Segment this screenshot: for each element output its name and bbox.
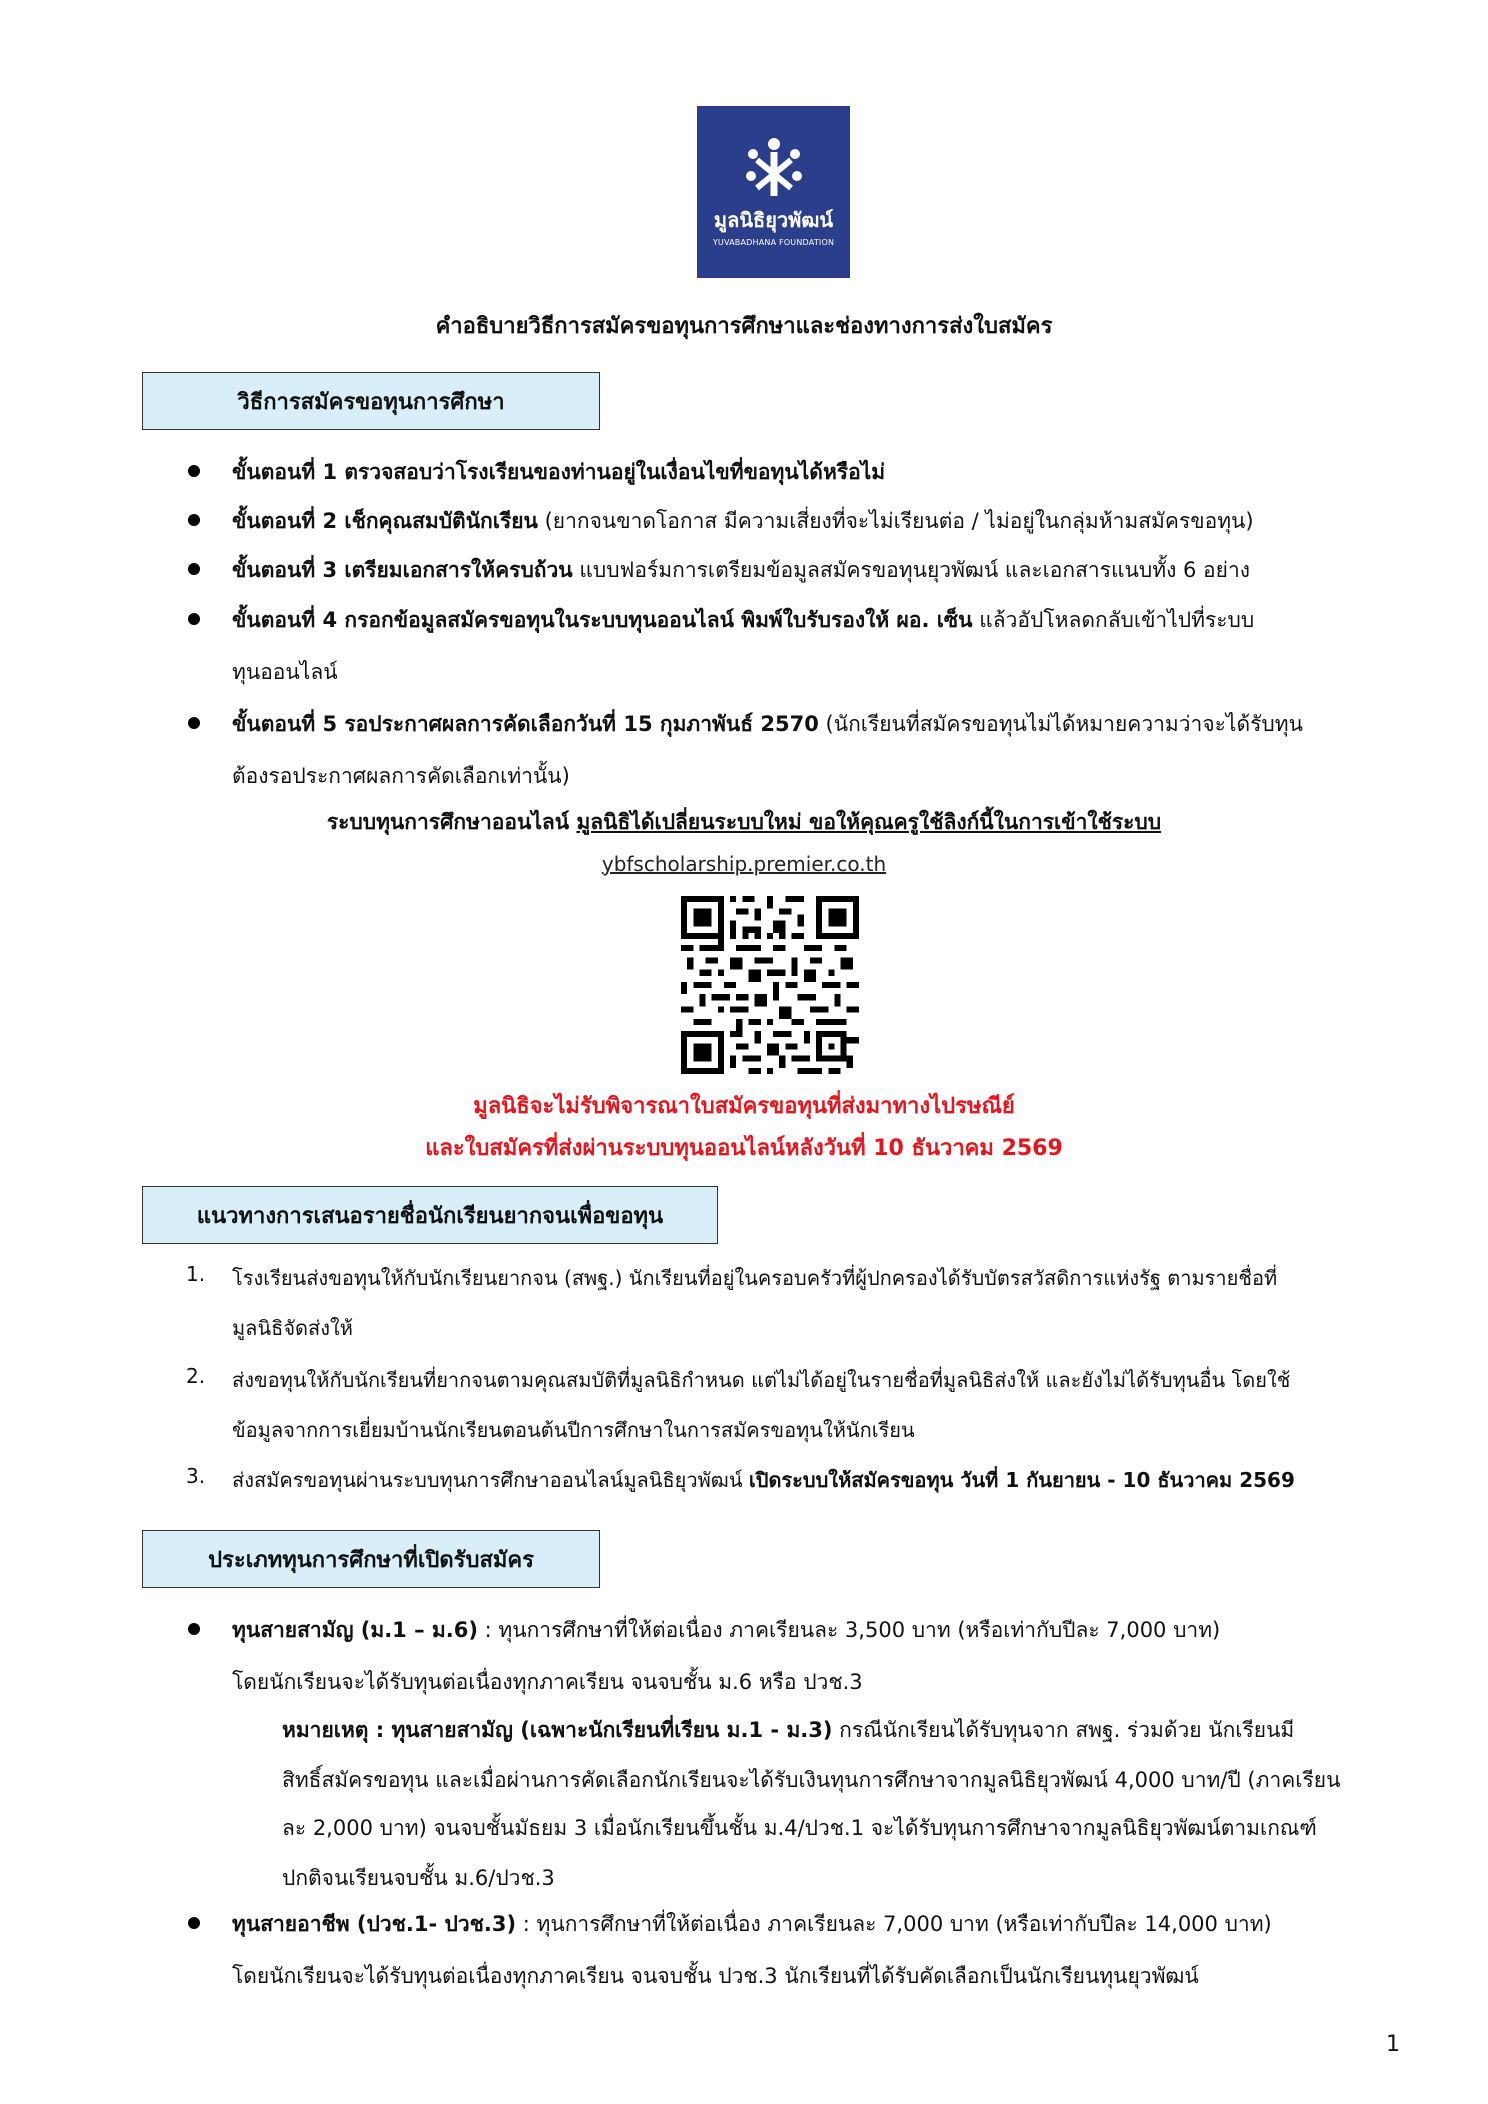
note-text: กรณีนักเรียนได้รับทุนจาก สพฐ. ร่วมด้วย นักเรียนมี xyxy=(832,1718,1295,1742)
step-4-bold: ขั้นตอนที่ 4 กรอกข้อมูลสมัครขอทุนในระบบทุนออนไลน์ พิมพ์ใบรับรองให้ ผอ. เซ็น xyxy=(232,608,973,632)
note-line-4: ปกติจนเรียนจบชั้น ม.6/ปวช.3 xyxy=(282,1866,555,1890)
nomination-2-continuation: ข้อมูลจากการเยี่ยมบ้านนักเรียนตอนต้นปีการศึกษาในการสมัครขอทุนให้นักเรียน xyxy=(232,1418,915,1442)
online-system-label: ระบบทุนการศึกษาออนไลน์ xyxy=(326,810,577,834)
warning-line-2: และใบสมัครที่ส่งผ่านระบบทุนออนไลน์หลังวันที่ 10 ธันวาคม 2569 xyxy=(425,1136,1063,1161)
note-line-2: สิทธิ์สมัครขอทุน และเมื่อผ่านการคัดเลือกนักเรียนจะได้รับเงินทุนการศึกษาจากมูลนิธิยุวพัฒน์ 4,000 บาท/ปี (ภาคเรียน xyxy=(282,1768,1341,1792)
note-title: หมายเหตุ : ทุนสายสามัญ (เฉพาะนักเรียนที่เรียน ม.1 - ม.3) xyxy=(282,1718,833,1742)
logo-name-en: YUVABADHANA FOUNDATION xyxy=(712,238,835,247)
item-number: 1. xyxy=(186,1262,206,1286)
step-5-continuation: ต้องรอประกาศผลการคัดเลือกเท่านั้น) xyxy=(232,764,570,788)
step-3-rest: แบบฟอร์มการเตรียมข้อมูลสมัครขอทุนยุวพัฒน์ และเอกสารแนบทั้ง 6 อย่าง xyxy=(572,558,1250,582)
bullet-icon xyxy=(188,563,200,575)
item-number: 3. xyxy=(186,1464,206,1488)
step-5-rest: (นักเรียนที่สมัครขอทุนไม่ได้หมายความว่าจะได้รับทุน xyxy=(818,712,1303,736)
item-text: โรงเรียนส่งขอทุนให้กับนักเรียนยากจน (สพฐ.) นักเรียนที่อยู่ในครอบครัวที่ผู้ปกครองได้รับบัตรสวัสดิการแห่งรัฐ ตามรายชื่อที่ xyxy=(232,1266,1278,1290)
bullet-icon xyxy=(188,1623,200,1635)
vocational-scholarship-desc: : ทุนการศึกษาที่ให้ต่อเนื่อง ภาคเรียนละ 7,000 บาท (หรือเท่ากับปีละ 14,000 บาท) xyxy=(516,1912,1272,1936)
note-line-1 xyxy=(282,1714,1294,1747)
page-title: คำอธิบายวิธีการสมัครขอทุนการศึกษาและช่องทางการส่งใบสมัคร xyxy=(435,314,1053,339)
step-1-bold: ขั้นตอนที่ 1 ตรวจสอบว่าโรงเรียนของท่านอยู่ในเงื่อนไขที่ขอทุนได้หรือไม่ xyxy=(232,460,886,484)
qr-code-icon[interactable] xyxy=(681,896,859,1074)
item-text: ส่งสมัครขอทุนผ่านระบบทุนการศึกษาออนไลน์มูลนิธิยุวพัฒน์ xyxy=(232,1468,749,1492)
online-system-notice: มูลนิธิได้เปลี่ยนระบบใหม่ ขอให้คุณครูใช้ลิงก์นี้ในการเข้าใช้ระบบ xyxy=(576,810,1162,834)
section-heading-nomination: แนวทางการเสนอรายชื่อนักเรียนยากจนเพื่อขอทุน xyxy=(142,1186,718,1244)
logo-name-th: มูลนิธิยุวพัฒน์ xyxy=(713,208,834,232)
step-2-rest: (ยากจนขาดโอกาส มีความเสี่ยงที่จะไม่เรียนต่อ / ไม่อยู่ในกลุ่มห้ามสมัครขอทุน) xyxy=(537,509,1254,533)
scholarship-url-link[interactable]: ybfscholarship.premier.co.th xyxy=(601,852,887,876)
item-text: ส่งขอทุนให้กับนักเรียนที่ยากจนตามคุณสมบัติที่มูลนิธิกำหนด แต่ไม่ได้อยู่ในรายชื่อที่มูลนิธิส่งให้ และยังไม่ได้รับทุนอื่น โดยใช้ xyxy=(232,1368,1291,1392)
step-2-bold: ขั้นตอนที่ 2 เช็กคุณสมบัตินักเรียน xyxy=(232,509,538,533)
general-scholarship-continuation: โดยนักเรียนจะได้รับทุนต่อเนื่องทุกภาคเรียน จนจบชั้น ม.6 หรือ ปวช.3 xyxy=(232,1670,863,1694)
online-system-line xyxy=(0,806,1488,839)
step-4-continuation: ทุนออนไลน์ xyxy=(232,660,338,684)
step-5-bold: ขั้นตอนที่ 5 รอประกาศผลการคัดเลือกวันที่ 15 กุมภาพันธ์ 2570 xyxy=(232,712,819,736)
general-scholarship-title: ทุนสายสามัญ (ม.1 – ม.6) xyxy=(232,1618,478,1642)
item-number: 2. xyxy=(186,1364,206,1388)
bullet-icon xyxy=(188,717,200,729)
bullet-icon xyxy=(188,514,200,526)
step-4-rest: แล้วอัปโหลดกลับเข้าไปที่ระบบ xyxy=(972,608,1255,632)
bullet-icon xyxy=(188,1917,200,1929)
bullet-icon xyxy=(188,613,200,625)
section-heading-scholarship-types: ประเภททุนการศึกษาที่เปิดรับสมัคร xyxy=(142,1530,600,1588)
section-heading-apply-method: วิธีการสมัครขอทุนการศึกษา xyxy=(142,372,600,430)
general-scholarship-desc: : ทุนการศึกษาที่ให้ต่อเนื่อง ภาคเรียนละ 3,500 บาท (หรือเท่ากับปีละ 7,000 บาท) xyxy=(477,1618,1221,1642)
step-3-bold: ขั้นตอนที่ 3 เตรียมเอกสารให้ครบถ้วน xyxy=(232,558,573,582)
page-number: 1 xyxy=(1386,2032,1400,2057)
warning-line-1: มูลนิธิจะไม่รับพิจารณาใบสมัครขอทุนที่ส่งมาทางไปรษณีย์ xyxy=(473,1094,1015,1119)
vocational-scholarship-continuation: โดยนักเรียนจะได้รับทุนต่อเนื่องทุกภาคเรียน จนจบชั้น ปวช.3 นักเรียนที่ได้รับคัดเลือกเป็นนักเรียนทุนยุวพัฒน์ xyxy=(232,1964,1199,1988)
item-text-bold: เปิดระบบให้สมัครขอทุน วันที่ 1 กันยายน - 10 ธันวาคม 2569 xyxy=(748,1468,1295,1492)
bullet-icon xyxy=(188,465,200,477)
nomination-1-continuation: มูลนิธิจัดส่งให้ xyxy=(232,1316,353,1340)
yuvabadhana-logo-icon xyxy=(739,136,809,198)
vocational-scholarship-title: ทุนสายอาชีพ (ปวช.1- ปวช.3) xyxy=(232,1912,517,1936)
foundation-logo xyxy=(697,106,850,278)
note-line-3: ละ 2,000 บาท) จนจบชั้นมัธยม 3 เมื่อนักเรียนขึ้นชั้น ม.4/ปวช.1 จะได้รับทุนการศึกษาจากมูลนิธิยุวพัฒน์ตามเกณฑ์ xyxy=(282,1816,1317,1840)
